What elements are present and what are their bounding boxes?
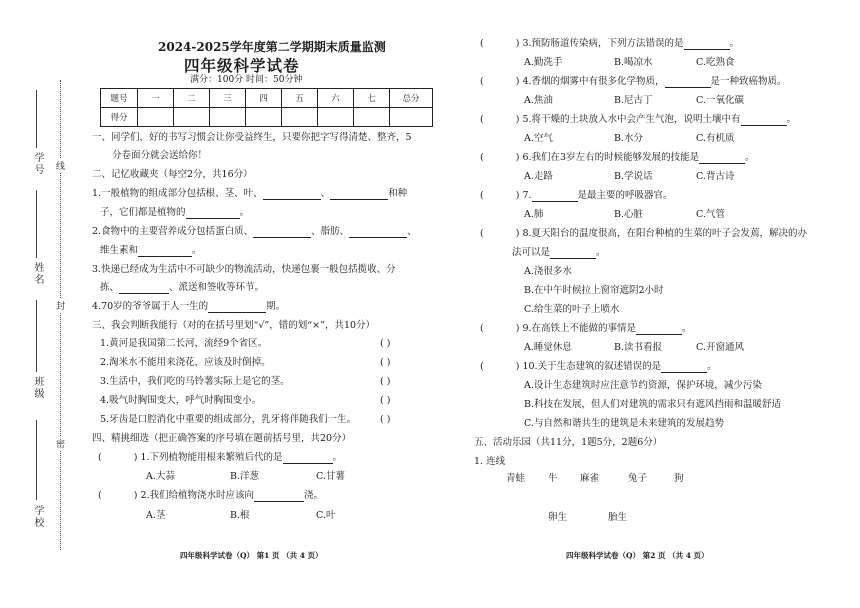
choice-q9: ( ) 9.在高铁上不能做的事情是 。 xyxy=(480,323,692,334)
choice-q9-text: 9.在高铁上不能做的事情是 xyxy=(522,323,637,334)
choice-q7-option-a: A.肺 xyxy=(524,209,544,220)
score-header-cell: 一 xyxy=(138,89,174,108)
fill-q3-text2: 、派送和签收等环节。 xyxy=(169,282,265,293)
fill-q4-text: 4.70岁的爷爷属于人一生的 xyxy=(92,301,209,312)
judge-answer-paren[interactable]: ( ) xyxy=(380,357,391,368)
section2-title: 二、记忆收藏夹（每空2分，共16分） xyxy=(92,169,253,180)
choice-q4-option-a: A.焦油 xyxy=(524,95,553,106)
student-id-label: 学号 xyxy=(32,152,43,176)
class-label: 班级 xyxy=(32,376,43,400)
choice-answer-paren[interactable]: ( xyxy=(98,490,102,501)
answer-blank[interactable] xyxy=(665,87,711,88)
answer-blank[interactable] xyxy=(349,237,407,238)
choice-q2-tail: 浇。 xyxy=(304,490,324,501)
choice-q6-text: 6.我们在3岁左右的时候能够发展的技能是 xyxy=(522,152,700,163)
choice-q10-text: 10.关于生态建筑的叙述错误的是 xyxy=(522,361,662,372)
class-blank[interactable] xyxy=(36,300,37,372)
section4-title: 四、精挑细选（把正确答案的序号填在题前括号里，共20分） xyxy=(92,433,352,444)
section5-title: 五、活动乐园（共11分，1题5分，2题6分） xyxy=(474,437,663,448)
score-table xyxy=(100,88,433,127)
fill-q4-text2: 期。 xyxy=(266,301,286,312)
score-cell[interactable] xyxy=(354,108,390,127)
choice-q3-text: 3.预防肠道传染病，下列方法错误的是 xyxy=(522,38,684,49)
link-task-title: 1. 连线 xyxy=(474,456,506,467)
choice-answer-paren[interactable]: ( xyxy=(480,38,484,49)
choice-q5-text: 5.将干燥的土块放入水中会产生气泡，说明土壤中有 xyxy=(522,114,741,125)
link-animal-dog[interactable]: 狗 xyxy=(674,473,684,484)
choice-q8-option-b: B.在中午时候拉上窗帘遮阴2小时 xyxy=(524,285,664,296)
paren-close: ) xyxy=(515,323,520,334)
score-row-label: 得分 xyxy=(101,108,138,127)
choice-q5: ( ) 5.将干燥的土块放入水中会产生气泡，说明土壤中有 。 xyxy=(480,114,797,125)
fill-q2-text: 2.食物中的主要营养成分包括蛋白质、 xyxy=(92,226,254,237)
choice-q8-text: 8.夏天阳台的温度很高，在阳台种植的生菜的叶子会发蔫，解决的办 xyxy=(522,228,808,239)
score-header-cell: 三 xyxy=(210,89,246,108)
student-name-blank[interactable] xyxy=(36,190,37,258)
judge-item-4: 4.吸气时胸围变大，呼气时胸围变小。 xyxy=(100,395,262,406)
judge-answer-paren[interactable]: ( ) xyxy=(380,414,391,425)
score-table-score-row xyxy=(101,108,433,127)
fill-q3-line1: 3.快递已经成为生活中不可缺少的物流活动，快递包裹一般包括揽收、分 xyxy=(92,264,396,275)
choice-q1-option-a: A.大蒜 xyxy=(146,471,175,482)
score-header-cell: 总分 xyxy=(390,89,433,108)
choice-q9-option-a: A.睡觉休息 xyxy=(524,342,572,353)
fill-q1-text: 1.一般植物的组成部分包括根、茎、叶、 xyxy=(92,188,263,199)
answer-blank[interactable] xyxy=(186,218,240,219)
student-id-blank[interactable] xyxy=(36,90,37,148)
choice-q3-option-a: A.勤洗手 xyxy=(524,57,563,68)
choice-q7-option-b: B.心脏 xyxy=(614,209,644,220)
exam-main-title: 四年级科学试卷 xyxy=(184,56,300,75)
answer-blank[interactable] xyxy=(661,372,707,373)
answer-blank[interactable] xyxy=(532,201,578,202)
paren-close: ) xyxy=(515,152,520,163)
paren-close: ) xyxy=(515,361,520,372)
answer-blank[interactable] xyxy=(283,463,333,464)
page-footer-left: 四年级科学试卷（Q） 第1 页 （共 4 页） xyxy=(180,551,323,560)
score-cell[interactable] xyxy=(138,108,174,127)
section1-line1: 一、同学们，好的书写习惯会让你受益终生，只要你把字写得清楚、整齐，5 xyxy=(92,132,412,143)
answer-blank[interactable] xyxy=(699,163,745,164)
answer-blank[interactable] xyxy=(636,334,682,335)
judge-item-3: 3.生活中，我们吃的马铃薯实际上是它的茎。 xyxy=(100,376,290,387)
choice-q8-option-a: A.浇很多水 xyxy=(524,266,572,277)
choice-q10: ( ) 10.关于生态建筑的叙述错误的是 。 xyxy=(480,361,717,372)
fill-q3-line2 xyxy=(100,282,264,294)
answer-blank[interactable] xyxy=(254,501,304,502)
seal-line xyxy=(60,80,61,550)
score-cell[interactable] xyxy=(282,108,318,127)
choice-answer-paren[interactable]: ( xyxy=(480,323,484,334)
answer-blank[interactable] xyxy=(550,258,596,259)
paren-close: ) xyxy=(133,490,138,501)
judge-item-1: 1.黄河是我国第二长河，流经9个省区。 xyxy=(100,338,268,349)
seal-char-feng: 封 xyxy=(56,298,65,313)
student-name-label: 姓名 xyxy=(32,262,43,286)
page-footer-right: 四年级科学试卷（Q） 第2 页 （共 4 页） xyxy=(566,551,709,560)
choice-q2-option-c: C.叶 xyxy=(316,510,336,521)
fill-q1-line2 xyxy=(100,207,249,219)
choice-q2 xyxy=(98,490,323,502)
seal-char-xian: 线 xyxy=(56,158,65,173)
choice-q10-option-b: B.科技在发展，但人们对建筑的需求只有遮风挡雨和温暖舒适 xyxy=(524,399,782,410)
fill-q2-text3: 、 xyxy=(407,226,417,237)
choice-q10-option-c: C.与自然和谐共生的建筑是未来建筑的发展趋势 xyxy=(524,418,724,429)
paren-close: ) xyxy=(515,76,520,87)
choice-q9-option-b: B.读书看报 xyxy=(614,342,663,353)
choice-q2-option-b: B.根 xyxy=(230,510,250,521)
choice-q1-option-b: B.洋葱 xyxy=(230,471,260,482)
link-oviparous[interactable]: 卵生 xyxy=(548,512,568,523)
choice-q7-num: 7. xyxy=(522,190,532,201)
school-blank[interactable] xyxy=(36,420,37,500)
choice-q7-text: 是最主要的呼吸器官。 xyxy=(577,190,673,201)
choice-q3-option-c: C.吃熟食 xyxy=(696,57,735,68)
choice-q2-option-a: A.茎 xyxy=(146,510,166,521)
link-animal-frog[interactable]: 青蛙 xyxy=(506,473,526,484)
score-table-header-row xyxy=(101,89,433,108)
choice-q7 xyxy=(480,190,673,202)
fill-q2-line1 xyxy=(92,226,417,238)
link-animal-cow[interactable]: 牛 xyxy=(548,473,558,484)
score-cell[interactable] xyxy=(318,108,354,127)
paren-close: ) xyxy=(133,452,138,463)
seal-char-mi: 密 xyxy=(56,436,65,451)
choice-answer-paren[interactable]: ( xyxy=(480,76,484,87)
answer-blank[interactable] xyxy=(138,256,192,257)
section3-title: 三、我会判断我能行（对的在括号里划“√”，错的划“×”，共10分） xyxy=(92,320,376,331)
choice-q1: ( ) 1.下列植物能用根来繁殖后代的是 。 xyxy=(98,452,343,463)
choice-answer-paren[interactable]: ( xyxy=(480,152,484,163)
paren-close: ) xyxy=(515,190,520,201)
score-header-cell: 五 xyxy=(282,89,318,108)
link-animal-sparrow[interactable]: 麻雀 xyxy=(580,473,600,484)
fill-q2-text2: 、脂肪、 xyxy=(311,226,350,237)
choice-q10-option-a: A.设计生态建筑时应注意节约资源，保护环境，减少污染 xyxy=(524,380,762,391)
score-header-cell: 六 xyxy=(318,89,354,108)
choice-q2-text: 2.我们给植物浇水时应该向 xyxy=(140,490,255,501)
judge-item-2: 2.淘米水不能用来浇花，应该及时倒掉。 xyxy=(100,357,271,368)
paren-close: ) xyxy=(515,38,520,49)
paren-close: ) xyxy=(515,228,520,239)
choice-q4-option-c: C.一氧化碳 xyxy=(696,95,744,106)
school-label: 学校 xyxy=(32,505,43,529)
judge-answer-paren[interactable]: ( ) xyxy=(380,338,391,349)
choice-q6-option-a: A.走路 xyxy=(524,171,553,182)
link-animal-rabbit[interactable]: 兔子 xyxy=(628,473,648,484)
choice-answer-paren[interactable]: ( xyxy=(480,190,484,201)
choice-answer-paren[interactable]: ( xyxy=(480,114,484,125)
section1-line2: 分卷面分就会送给你！ xyxy=(112,150,208,161)
answer-blank[interactable] xyxy=(208,312,266,313)
fill-q1-line1 xyxy=(92,188,407,200)
score-cell[interactable] xyxy=(174,108,210,127)
fill-q1-text2: 子，它们都是植物的 xyxy=(100,207,186,218)
choice-q4 xyxy=(480,76,787,88)
choice-q5-option-b: B.水分 xyxy=(614,133,644,144)
choice-q8-text3: 。 xyxy=(596,247,606,258)
paren-close: ) xyxy=(515,114,520,125)
answer-blank[interactable] xyxy=(741,125,787,126)
answer-blank[interactable] xyxy=(119,293,169,294)
choice-q5-option-c: C.有机质 xyxy=(696,133,735,144)
choice-q5-option-a: A.空气 xyxy=(524,133,553,144)
choice-q9-option-c: C.开窗通风 xyxy=(696,342,744,353)
fill-q2-text5: 。 xyxy=(192,245,202,256)
score-cell[interactable] xyxy=(210,108,246,127)
choice-q8-text2: 法可以是 xyxy=(512,247,551,258)
choice-q6-option-b: B.学说话 xyxy=(614,171,653,182)
score-header-cell: 题号 xyxy=(101,89,138,108)
choice-answer-paren[interactable]: ( xyxy=(480,228,484,239)
judge-answer-paren[interactable]: ( ) xyxy=(380,395,391,406)
fill-q1-sep: 、 xyxy=(320,188,331,199)
choice-q3: ( ) 3.预防肠道传染病，下列方法错误的是 。 xyxy=(480,38,740,49)
score-header-cell: 四 xyxy=(246,89,282,108)
choice-q1-option-c: C.甘薯 xyxy=(316,471,345,482)
fill-q1-text3: 。 xyxy=(239,207,250,218)
choice-q4-text: 4.香烟的烟雾中有很多化学物质， xyxy=(522,76,665,87)
choice-q4-option-b: B.尼古丁 xyxy=(614,95,653,106)
fill-q1-end: 和种 xyxy=(388,188,408,199)
judge-answer-paren[interactable]: ( ) xyxy=(380,376,391,387)
exam-meta: 满分：100分 时间：50分钟 xyxy=(190,75,303,85)
answer-blank[interactable] xyxy=(330,199,388,200)
choice-q8-option-c: C.给生菜的叶子上喷水 xyxy=(524,304,620,315)
choice-q4-tail: 是一种致癌物质。 xyxy=(710,76,787,87)
score-header-cell: 七 xyxy=(354,89,390,108)
fill-q2-line2 xyxy=(100,245,202,257)
choice-q8-line1 xyxy=(480,228,807,240)
answer-blank[interactable] xyxy=(684,49,730,50)
choice-q6-option-c: C.背古诗 xyxy=(696,171,735,182)
choice-q6: ( ) 6.我们在3岁左右的时候能够发展的技能是 。 xyxy=(480,152,755,163)
answer-blank[interactable] xyxy=(253,237,311,238)
score-header-cell: 二 xyxy=(174,89,210,108)
score-cell[interactable] xyxy=(246,108,282,127)
choice-q1-text: 1.下列植物能用根来繁殖后代的是 xyxy=(140,452,283,463)
choice-q3-option-b: B.喝凉水 xyxy=(614,57,653,68)
answer-blank[interactable] xyxy=(263,199,321,200)
choice-q8-line2 xyxy=(512,247,606,259)
fill-q4 xyxy=(92,301,285,313)
link-viviparous[interactable]: 胎生 xyxy=(608,512,628,523)
choice-answer-paren[interactable]: ( xyxy=(98,452,102,463)
score-cell[interactable] xyxy=(390,108,433,127)
fill-q2-text4: 维生素和 xyxy=(100,245,139,256)
choice-q7-option-c: C.气管 xyxy=(696,209,725,220)
judge-item-5: 5.牙齿是口腔消化中重要的组成部分，乳牙将伴随我们一生。 xyxy=(100,414,357,425)
exam-year-title: 2024-2025学年度第二学期期末质量监测 xyxy=(158,40,386,54)
choice-answer-paren[interactable]: ( xyxy=(480,361,484,372)
fill-q3-text: 拣、 xyxy=(100,282,120,293)
